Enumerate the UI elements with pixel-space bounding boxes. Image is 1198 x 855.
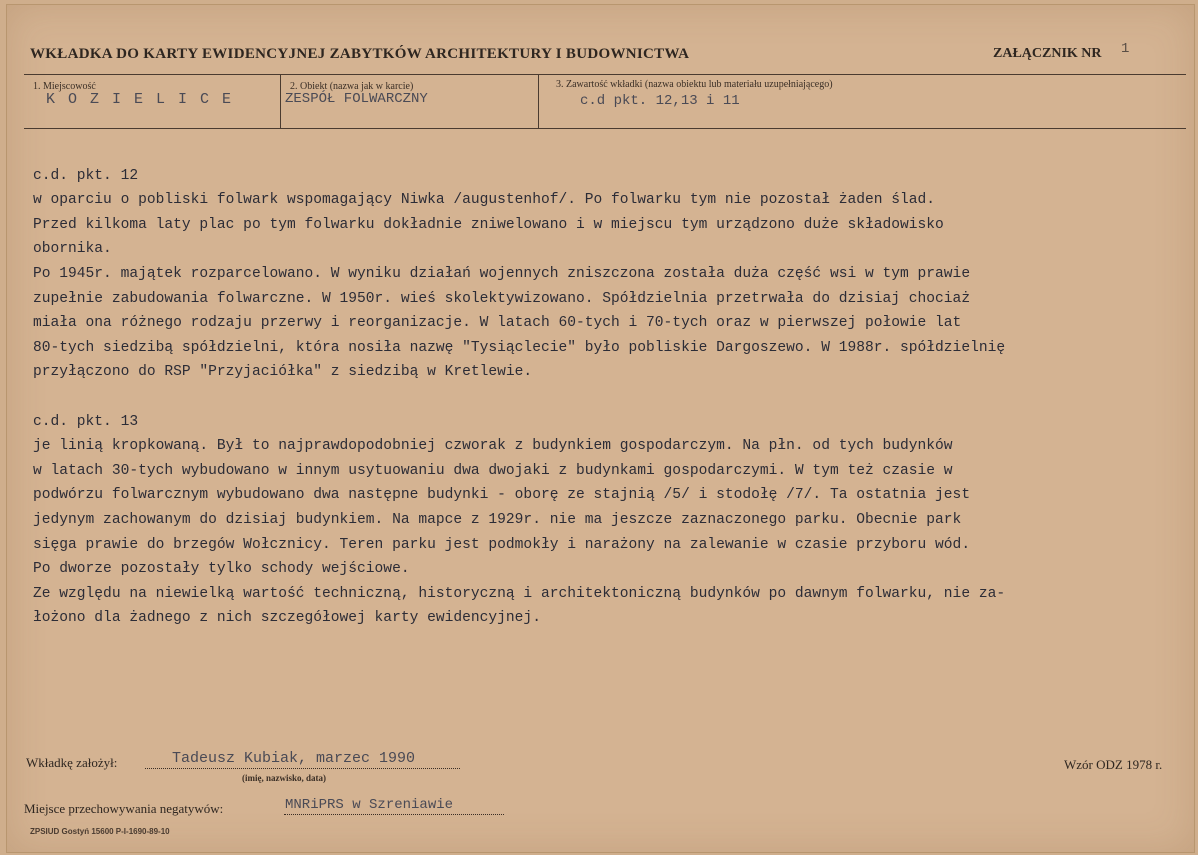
founded-label: Wkładkę założył: [26, 755, 118, 770]
storage-label: Miejsce przechowywania negatywów: [24, 801, 224, 816]
body-line: Po 1945r. majątek rozparcelowano. W wyniku działań wojennych zniszczona została duża część wsi w tym prawie [33, 265, 971, 282]
body-line: c.d. pkt. 12 [33, 167, 139, 184]
typed-body [33, 139, 1173, 655]
template-label: Wzór ODZ 1978 r. [1064, 757, 1163, 772]
body-line: Przed kilkoma laty plac po tym folwarku dokładnie zniwelowano i w miejscu tym urządzono duże składowisko [33, 216, 944, 233]
body-line-blank [33, 385, 1173, 410]
body-line: Po dworze pozostały tylko schody wejściowe. [33, 561, 410, 578]
content-value: c.d pkt. 12,13 i 11 [580, 93, 740, 109]
storage-dotted-line [284, 814, 504, 815]
body-line: zupełnie zabudowania folwarczne. W 1950r. wieś skolektywizowano. Spółdzielnia przetrwała do dzisiaj chociaż [33, 290, 971, 307]
locality-label: 1. Miejscowość [33, 81, 96, 92]
field-divider-2 [538, 75, 539, 128]
body-line: podwórzu folwarcznym wybudowano dwa następne budynki - oborę ze stajnią /5/ i stodołę /7/. Ta ostatnia jest [33, 487, 971, 504]
body-line: w latach 30-tych wybudowano w innym usytuowaniu dwa dwojaki z budynkami gospodarczymi. W tym też czasie w [33, 462, 953, 479]
body-line: przyłączono do RSP "Przyjaciółka" z siedzibą w Kretlewie. [33, 364, 533, 381]
founded-dotted-line [145, 768, 460, 769]
object-value: ZESPÓŁ FOLWARCZNY [285, 91, 428, 107]
content-label: 3. Zawartość wkładki (nazwa obiektu lub materiału uzupełniającego) [556, 79, 833, 90]
body-line: łożono dla żadnego z nich szczegółowej karty ewidencyjnej. [33, 610, 541, 627]
header-top-rule [24, 74, 1186, 75]
body-line: 80-tych siedzibą spółdzielni, która nosiła nazwę "Tysiąclecie" było pobliskie Dargoszewo. W 1988r. spółdzielnię [33, 339, 1006, 356]
print-info: ZPSIUD Gostyń 15600 P-I-1690-89-10 [30, 827, 170, 836]
body-line: Ze względu na niewielką wartość techniczną, historyczną i architektoniczną budynków po dawnym folwarku, nie za- [33, 585, 1006, 602]
form-title: WKŁADKA DO KARTY EWIDENCYJNEJ ZABYTKÓW ARCHITEKTURY I BUDOWNICTWA [30, 46, 690, 62]
storage-value: MNRiPRS w Szreniawie [285, 797, 454, 813]
body-line: sięga prawie do brzegów Wołcznicy. Teren parku jest podmokły i narażony na zalewanie w czasie przyboru wód. [33, 536, 971, 553]
body-line: w oparciu o pobliski folwark wspomagający Niwka /augustenhof/. Po folwarku tym nie pozostał żaden ślad. [33, 192, 936, 209]
body-line: obornika. [33, 241, 112, 258]
body-line: je linią kropkowaną. Był to najprawdopodobniej czworak z budynkiem gospodarczym. Na płn. od tych budynków [33, 438, 953, 455]
annex-number: 1 [1121, 41, 1130, 57]
founded-value: Tadeusz Kubiak, marzec 1990 [172, 750, 416, 767]
body-line: miała ona różnego rodzaju przerwy i reorganizacje. W latach 60-tych i 70-tych oraz w pierwszej połowie lat [33, 315, 962, 332]
body-line: jedynym zachowanym do dzisiaj budynkiem. Na mapce z 1929r. nie ma jeszcze zaznaczonego parku. Obecnie park [33, 511, 962, 528]
annex-label: ZAŁĄCZNIK NR [993, 46, 1102, 61]
locality-value: K O Z I E L I C E [46, 91, 234, 108]
founded-sub: (imię, nazwisko, data) [242, 773, 326, 783]
object-label: 2. Obiekt (nazwa jak w karcie) [290, 81, 414, 92]
body-line: c.d. pkt. 13 [33, 413, 139, 430]
field-divider-1 [280, 75, 281, 128]
header-bottom-rule [24, 128, 1186, 129]
